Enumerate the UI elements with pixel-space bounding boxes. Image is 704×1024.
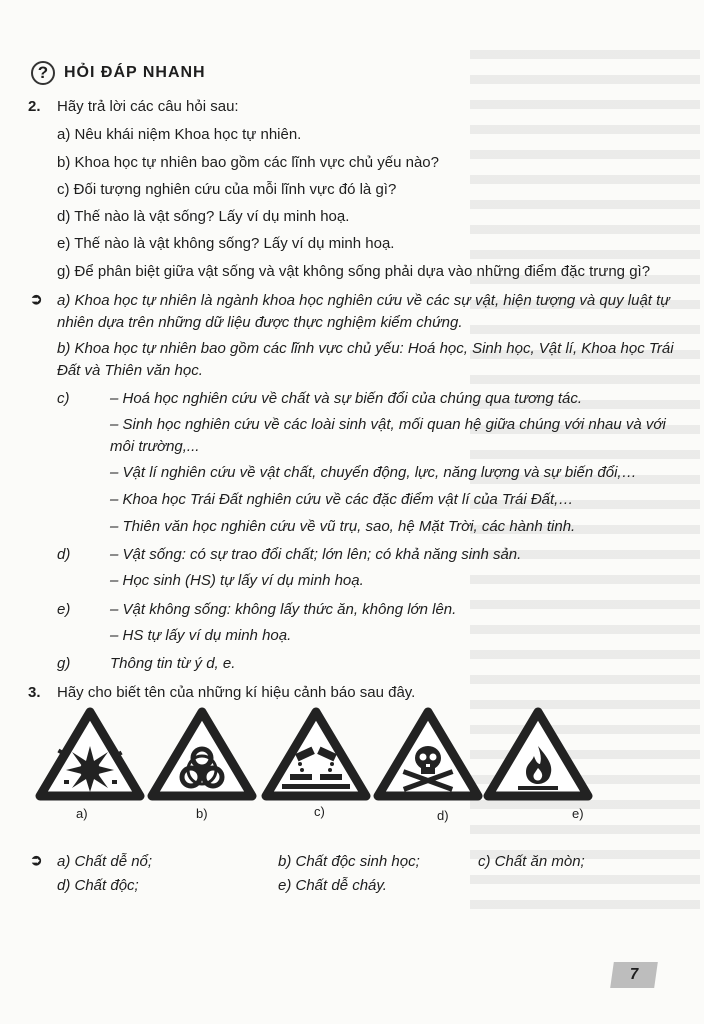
section-heading: [31, 61, 206, 85]
a2-g-info: Thông tin từ ý d, e.: [110, 655, 236, 672]
a2-c-bio-line1: – Sinh học nghiên cứu về các loài sinh vật, mối quan hệ giữa chúng với nhau và với: [110, 416, 666, 433]
a2-a-line1: a) Khoa học tự nhiên là ngành khoa học nghiên cứu về các sự vật, hiện tượng và quy luật tự: [57, 292, 670, 309]
q2-item-g: g) Để phân biệt giữa vật sống và vật không sống phải dựa vào những điểm đặc trưng gì?: [57, 263, 651, 280]
a2-c-bio-line2: môi trường,...: [110, 438, 200, 455]
a2-d-label: d): [57, 546, 71, 563]
a3-d: d) Chất độc;: [57, 877, 139, 894]
q2-prompt: Hãy trả lời các câu hỏi sau:: [57, 98, 239, 115]
toxic-skull-icon: [372, 706, 484, 802]
sign-label-d: d): [437, 808, 449, 823]
flammable-icon: [482, 706, 594, 802]
a2-d-living: – Vật sống: có sự trao đổi chất; lớn lên; có khả năng sinh sản.: [110, 546, 522, 563]
a2-d-example: – Học sinh (HS) tự lấy ví dụ minh hoạ.: [110, 572, 364, 589]
q3-number: 3.: [28, 684, 41, 701]
a2-b-line1: b) Khoa học tự nhiên bao gồm các lĩnh vực chủ yếu: Hoá học, Sinh học, Vật lí, Khoa học Trái: [57, 340, 674, 357]
a2-b-line2: Đất và Thiên văn học.: [57, 362, 203, 379]
q2-item-c: c) Đối tượng nghiên cứu của mỗi lĩnh vực đó là gì?: [57, 181, 397, 198]
a3-c: c) Chất ăn mòn;: [478, 853, 585, 870]
a2-a-line2: nhiên dựa trên những dữ liệu được thực nghiệm kiểm chứng.: [57, 314, 463, 331]
answer-arrow-icon: ➲: [30, 852, 43, 869]
a2-g-label: g): [57, 655, 71, 672]
a3-a: a) Chất dễ nổ;: [57, 853, 153, 870]
corrosive-icon: [260, 706, 372, 802]
sign-label-b: b): [196, 806, 208, 821]
page-number-text: 7: [628, 966, 640, 983]
a2-c-phys: – Vật lí nghiên cứu về vật chất, chuyển động, lực, năng lượng và sự biến đổi,…: [110, 464, 637, 481]
explosive-icon: [34, 706, 146, 802]
a2-e-nonliving: – Vật không sống: không lấy thức ăn, không lớn lên.: [110, 601, 457, 618]
warning-signs-row: [34, 706, 594, 826]
q2-item-a: a) Nêu khái niệm Khoa học tự nhiên.: [57, 126, 302, 143]
sign-label-a: a): [76, 806, 88, 821]
a3-e: e) Chất dễ cháy.: [278, 877, 387, 894]
a2-c-chem: – Hoá học nghiên cứu về chất và sự biến đổi của chúng qua tương tác.: [110, 390, 583, 407]
sign-label-c: c): [314, 804, 325, 819]
a2-e-label: e): [57, 601, 71, 618]
a2-c-astro: – Thiên văn học nghiên cứu về vũ trụ, sao, hệ Mặt Trời, các hành tinh.: [110, 518, 576, 535]
biohazard-icon: [146, 706, 258, 802]
a2-c-earth: – Khoa học Trái Đất nghiên cứu về các đặc điểm vật lí của Trái Đất,…: [110, 491, 574, 508]
a2-e-example: – HS tự lấy ví dụ minh hoạ.: [110, 627, 292, 644]
question-circle-icon: ?: [31, 61, 55, 85]
q2-number: 2.: [28, 98, 41, 115]
heading-title: HỎI ĐÁP NHANH: [64, 64, 206, 81]
q2-item-b: b) Khoa học tự nhiên bao gồm các lĩnh vực chủ yếu nào?: [57, 154, 439, 171]
sign-label-e: e): [572, 806, 584, 821]
a2-c-label: c): [57, 390, 70, 407]
answer-arrow-icon: ➲: [30, 291, 43, 308]
q3-prompt: Hãy cho biết tên của những kí hiệu cảnh báo sau đây.: [57, 684, 416, 701]
q2-item-e: e) Thế nào là vật không sống? Lấy ví dụ minh hoạ.: [57, 235, 395, 252]
page-number: [610, 962, 658, 988]
q2-item-d: d) Thế nào là vật sống? Lấy ví dụ minh hoạ.: [57, 208, 350, 225]
a3-b: b) Chất độc sinh học;: [278, 853, 420, 870]
